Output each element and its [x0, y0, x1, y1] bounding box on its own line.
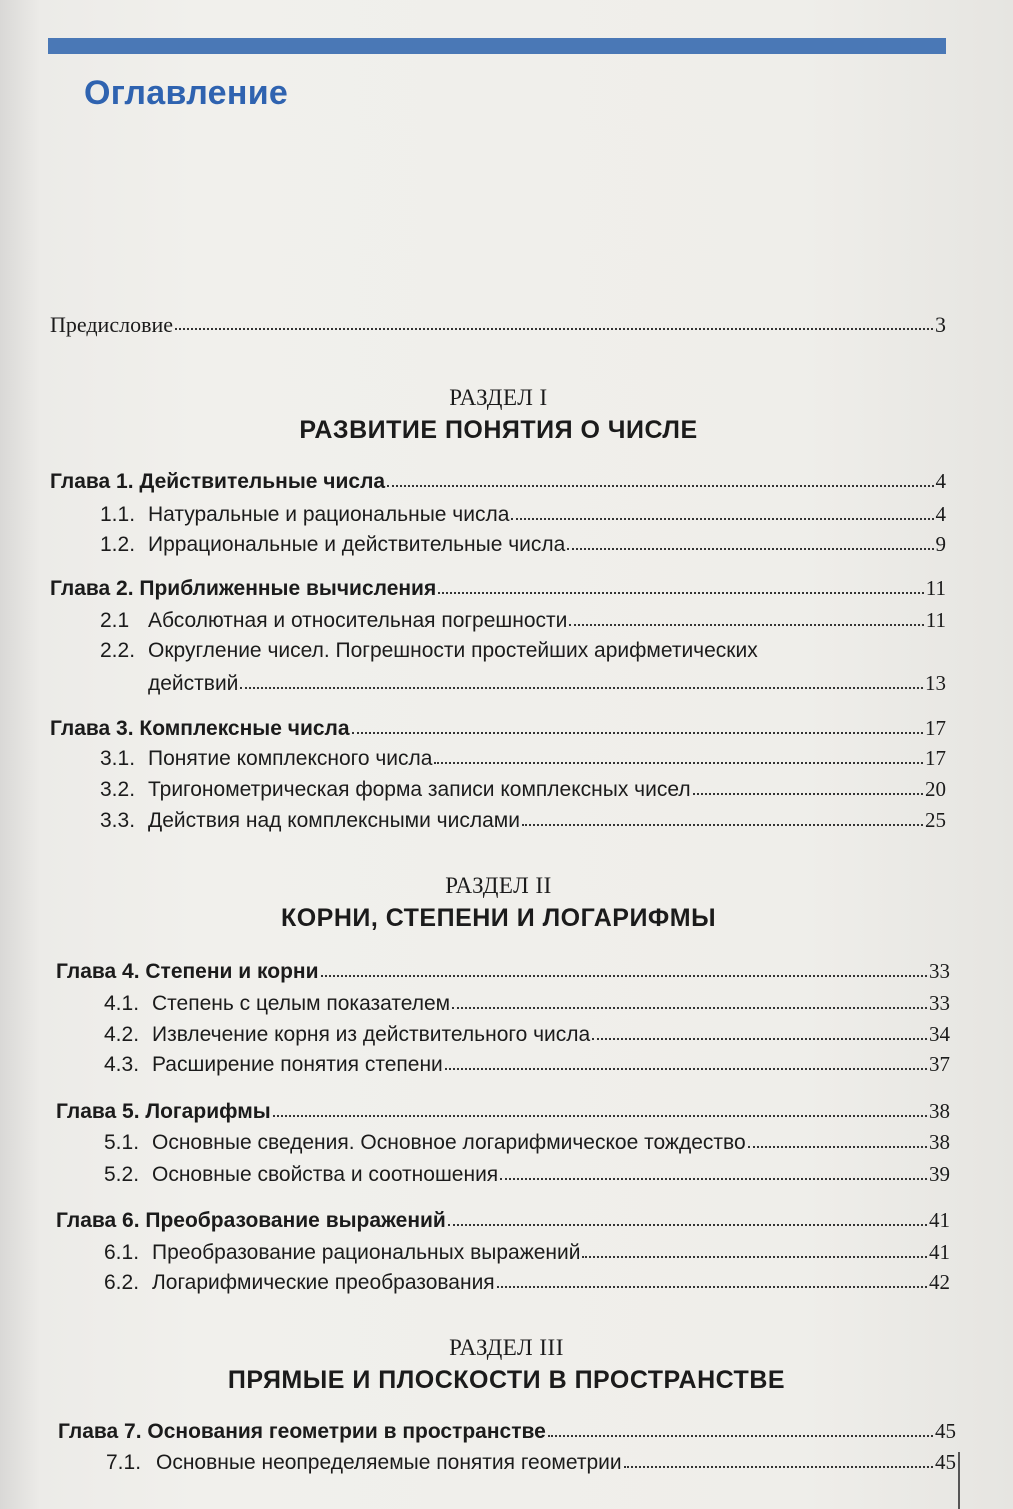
toc-section-2-1[interactable]	[100, 607, 946, 634]
dot-leader	[273, 1113, 927, 1117]
entry-page: 4	[935, 469, 946, 493]
entry-page: 39	[929, 1162, 950, 1186]
entry-number: 3.2.	[100, 778, 136, 801]
entry-title: Извлечение корня из действительного числа	[152, 1023, 591, 1046]
entry-title: Натуральные и рациональные числа	[148, 503, 510, 526]
toc-chapter-2[interactable]	[50, 575, 946, 602]
entry-number: 1.2.	[100, 533, 136, 556]
dot-leader	[352, 730, 923, 734]
entry-number: 2.1	[100, 609, 130, 632]
dot-leader	[438, 590, 924, 594]
entry-title: Округление чисел. Погрешности простейших арифметических	[148, 639, 758, 662]
toc-section-3-1[interactable]	[100, 745, 946, 772]
toc-section-6-1[interactable]	[104, 1239, 950, 1266]
entry-title: Основные свойства и соотношения	[152, 1163, 499, 1186]
dot-leader	[448, 1222, 927, 1226]
dot-leader	[500, 1176, 927, 1180]
entry-title: Логарифмические преобразования	[152, 1271, 495, 1294]
entry-page: 17	[925, 716, 946, 740]
dot-leader	[582, 1254, 927, 1258]
entry-title: Глава 3. Комплексные числа	[50, 717, 350, 740]
dot-leader	[497, 1284, 927, 1288]
entry-number: 3.3.	[100, 809, 136, 832]
part-label: РАЗДЕЛ II	[445, 873, 552, 898]
entry-page: 33	[929, 991, 950, 1015]
entry-page: 4	[935, 502, 946, 526]
entry-page: 41	[929, 1208, 950, 1232]
entry-title: Расширение понятия степени	[152, 1053, 443, 1076]
entry-number: 1.1.	[100, 503, 136, 526]
entry-title: Предисловие	[50, 312, 173, 337]
entry-page: 45	[935, 1450, 956, 1474]
toc-chapter-3[interactable]	[50, 715, 946, 742]
toc-section-3-3[interactable]	[100, 807, 946, 834]
entry-page: 25	[925, 808, 946, 832]
entry-title-continued: действий	[148, 672, 239, 695]
entry-page: 34	[929, 1022, 950, 1046]
dot-leader	[748, 1144, 927, 1148]
toc-chapter-4[interactable]	[56, 958, 950, 985]
dot-leader	[321, 973, 927, 977]
entry-page: 33	[929, 959, 950, 983]
entry-page: 13	[925, 671, 946, 695]
dot-leader	[434, 760, 923, 764]
dot-leader	[522, 822, 923, 826]
toc-section-7-1[interactable]	[106, 1449, 956, 1476]
toc-section-5-1[interactable]	[104, 1129, 950, 1156]
entry-title: Действия над комплексными числами	[148, 809, 520, 832]
toc-entry-preface[interactable]	[50, 312, 946, 338]
entry-number: 7.1.	[106, 1451, 142, 1474]
entry-title: Глава 7. Основания геометрии в пространстве	[58, 1420, 546, 1443]
toc-chapter-1[interactable]	[50, 468, 946, 495]
dot-leader	[693, 791, 923, 795]
entry-page: 45	[935, 1419, 956, 1443]
part-label: РАЗДЕЛ III	[449, 1335, 564, 1360]
entry-number: 6.1.	[104, 1241, 140, 1264]
entry-title: Преобразование рациональных выражений	[152, 1241, 581, 1264]
entry-page: 42	[929, 1270, 950, 1294]
dot-leader	[569, 622, 923, 626]
entry-page: 3	[935, 312, 946, 337]
entry-page: 11	[925, 608, 946, 632]
entry-title: Глава 5. Логарифмы	[56, 1100, 271, 1123]
toc-section-4-3[interactable]	[104, 1051, 950, 1078]
entry-title: Глава 6. Преобразование выражений	[56, 1209, 446, 1232]
toc-chapter-6[interactable]	[56, 1207, 950, 1234]
toc-section-4-2[interactable]	[104, 1021, 950, 1048]
entry-page: 38	[929, 1099, 950, 1123]
dot-leader	[240, 685, 923, 689]
dot-leader	[511, 516, 933, 520]
entry-title: Глава 2. Приближенные вычисления	[50, 577, 437, 600]
entry-page: 41	[929, 1240, 950, 1264]
part-label: РАЗДЕЛ I	[449, 385, 548, 410]
entry-title: Иррациональные и действительные числа	[148, 533, 566, 556]
entry-title: Понятие комплексного числа	[148, 747, 433, 770]
toc-section-1-1[interactable]	[100, 501, 946, 528]
entry-number: 4.3.	[104, 1053, 140, 1076]
toc-section-2-2-cont[interactable]	[148, 670, 946, 697]
entry-page: 37	[929, 1052, 950, 1076]
part-title: ПРЯМЫЕ И ПЛОСКОСТИ В ПРОСТРАНСТВЕ	[227, 1366, 786, 1394]
entry-number: 4.2.	[104, 1023, 140, 1046]
entry-title: Абсолютная и относительная погрешности	[148, 609, 568, 632]
dot-leader	[567, 546, 933, 550]
entry-number: 6.2.	[104, 1271, 140, 1294]
dot-leader	[387, 483, 933, 487]
toc-section-6-2[interactable]	[104, 1269, 950, 1296]
entry-page: 17	[925, 746, 946, 770]
dot-leader	[624, 1464, 933, 1468]
part-title: КОРНИ, СТЕПЕНИ И ЛОГАРИФМЫ	[280, 904, 717, 932]
entry-page: 9	[935, 532, 946, 556]
toc-chapter-5[interactable]	[56, 1098, 950, 1125]
entry-number: 4.1.	[104, 992, 140, 1015]
entry-number: 2.2.	[100, 639, 136, 662]
entry-number: 3.1.	[100, 747, 136, 770]
toc-section-1-2[interactable]	[100, 531, 946, 558]
entry-title: Степень с целым показателем	[152, 992, 451, 1015]
part-title: РАЗВИТИЕ ПОНЯТИЯ О ЧИСЛЕ	[299, 416, 698, 444]
entry-number: 5.2.	[104, 1163, 140, 1186]
entry-page: 11	[925, 576, 946, 600]
entry-title: Тригонометрическая форма записи комплексных чисел	[148, 778, 691, 801]
dot-leader	[592, 1036, 927, 1040]
dot-leader	[175, 326, 933, 330]
entry-title: Глава 4. Степени и корни	[56, 960, 319, 983]
entry-page: 38	[929, 1130, 950, 1154]
dot-leader	[452, 1005, 927, 1009]
toc-section-4-1[interactable]	[104, 990, 950, 1017]
entry-number: 5.1.	[104, 1131, 140, 1154]
entry-title: Основные сведения. Основное логарифмическое тождество	[152, 1131, 746, 1154]
toc-section-5-2[interactable]	[104, 1161, 950, 1188]
dot-leader	[445, 1066, 927, 1070]
page-title: Оглавление	[84, 74, 289, 112]
dot-leader	[548, 1433, 933, 1437]
toc-chapter-7[interactable]	[58, 1418, 956, 1445]
entry-page: 20	[925, 777, 946, 801]
toc-section-2-2[interactable]	[100, 638, 946, 664]
entry-title: Глава 1. Действительные числа	[50, 470, 386, 493]
entry-title: Основные неопределяемые понятия геометрии	[156, 1451, 622, 1474]
toc-section-3-2[interactable]	[100, 776, 946, 803]
